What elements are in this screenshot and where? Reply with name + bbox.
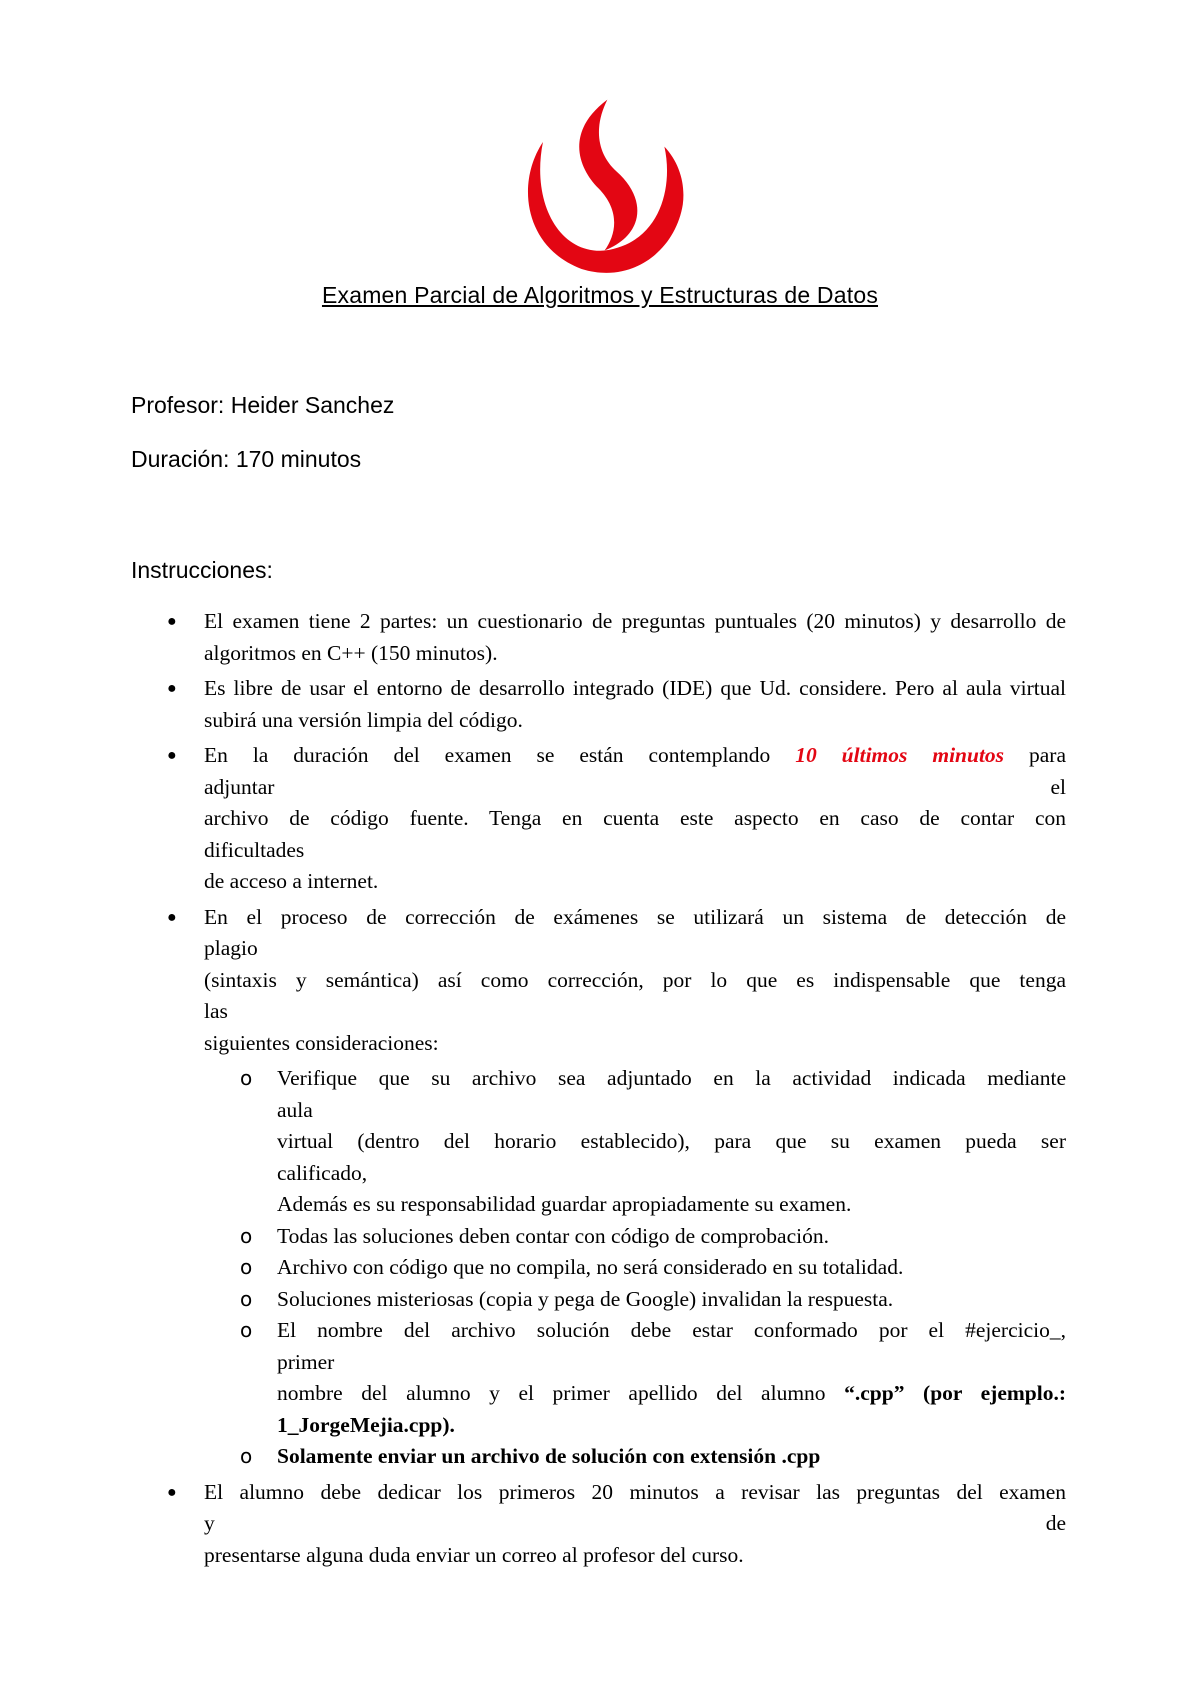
highlighted-time: 10 últimos minutos [795, 743, 1005, 767]
list-item: ● En la duración del examen se están contemplando 10 últimos minutos para adjuntar el archivo de código fuente. Tenga en cuenta este aspecto en caso de contar con dificultades de acceso a internet. [0, 740, 1200, 898]
circle-bullet-icon: o [240, 1223, 253, 1248]
duration-line [131, 446, 361, 473]
bullet-icon: ● [167, 680, 177, 697]
sub-list-item: o Archivo con código que no compila, no será considerado en su totalidad. [0, 1252, 1200, 1284]
sub-list-item: o Todas las soluciones deben contar con código de comprobación. [0, 1221, 1200, 1253]
duration-label: Duración: [131, 446, 230, 472]
sub-list-item: o Solamente enviar un archivo de solución con extensión .cpp [0, 1441, 1200, 1473]
sub-list-item: o Verifique que su archivo sea adjuntado en la actividad indicada mediante aula virtual (dentro del horario establecido), para que su examen pueda ser calificado, Además es su responsabilidad guardar apropiadamente su examen. [0, 1063, 1200, 1221]
instructions-heading: Instrucciones: [131, 557, 273, 583]
bullet-icon: ● [167, 613, 177, 630]
list-item: ● El alumno debe dedicar los primeros 20 minutos a revisar las preguntas del examen y de presentarse alguna duda enviar un correo al profesor del curso. [0, 1477, 1200, 1572]
bullet-icon: ● [167, 747, 177, 764]
bullet-icon: ● [167, 1483, 177, 1501]
list-item: ● El examen tiene 2 partes: un cuestionario de preguntas puntuales (20 minutos) y desarrollo de algoritmos en C++ (150 minutos). [0, 606, 1200, 669]
sub-list-item: o Soluciones misteriosas (copia y pega de Google) invalidan la respuesta. [0, 1284, 1200, 1316]
sub-list-item: o El nombre del archivo solución debe estar conformado por el #ejercicio_, primer nombre del alumno y el primer apellido del alumno “.cpp” (por ejemplo.: 1_JorgeMejia.cpp). [0, 1315, 1200, 1441]
professor-label: Profesor: [131, 392, 225, 418]
upc-flame-logo [508, 96, 692, 280]
circle-bullet-icon: o [240, 1255, 253, 1279]
professor-line [131, 392, 394, 419]
page-title: Examen Parcial de Algoritmos y Estructuras de Datos [321, 282, 879, 308]
duration-value: 170 minutos [235, 446, 362, 472]
bullet-icon: ● [167, 908, 177, 926]
example-filename: 1_JorgeMejia.cpp). [277, 1412, 455, 1437]
list-item: ● En el proceso de corrección de exámenes se utilizará un sistema de detección de plagio (sintaxis y semántica) así como corrección, por lo que es indispensable que tenga las siguientes consideraciones: [0, 902, 1200, 1060]
instructions-list [0, 606, 1200, 1575]
circle-bullet-icon: o [240, 1066, 253, 1090]
circle-bullet-icon: o [240, 1286, 253, 1311]
circle-bullet-icon: o [240, 1318, 253, 1342]
professor-name: Heider Sanchez [230, 392, 395, 418]
list-item: ● Es libre de usar el entorno de desarrollo integrado (IDE) que Ud. considere. Pero al aula virtual subirá una versión limpia del código. [0, 673, 1200, 736]
circle-bullet-icon: o [240, 1444, 253, 1468]
